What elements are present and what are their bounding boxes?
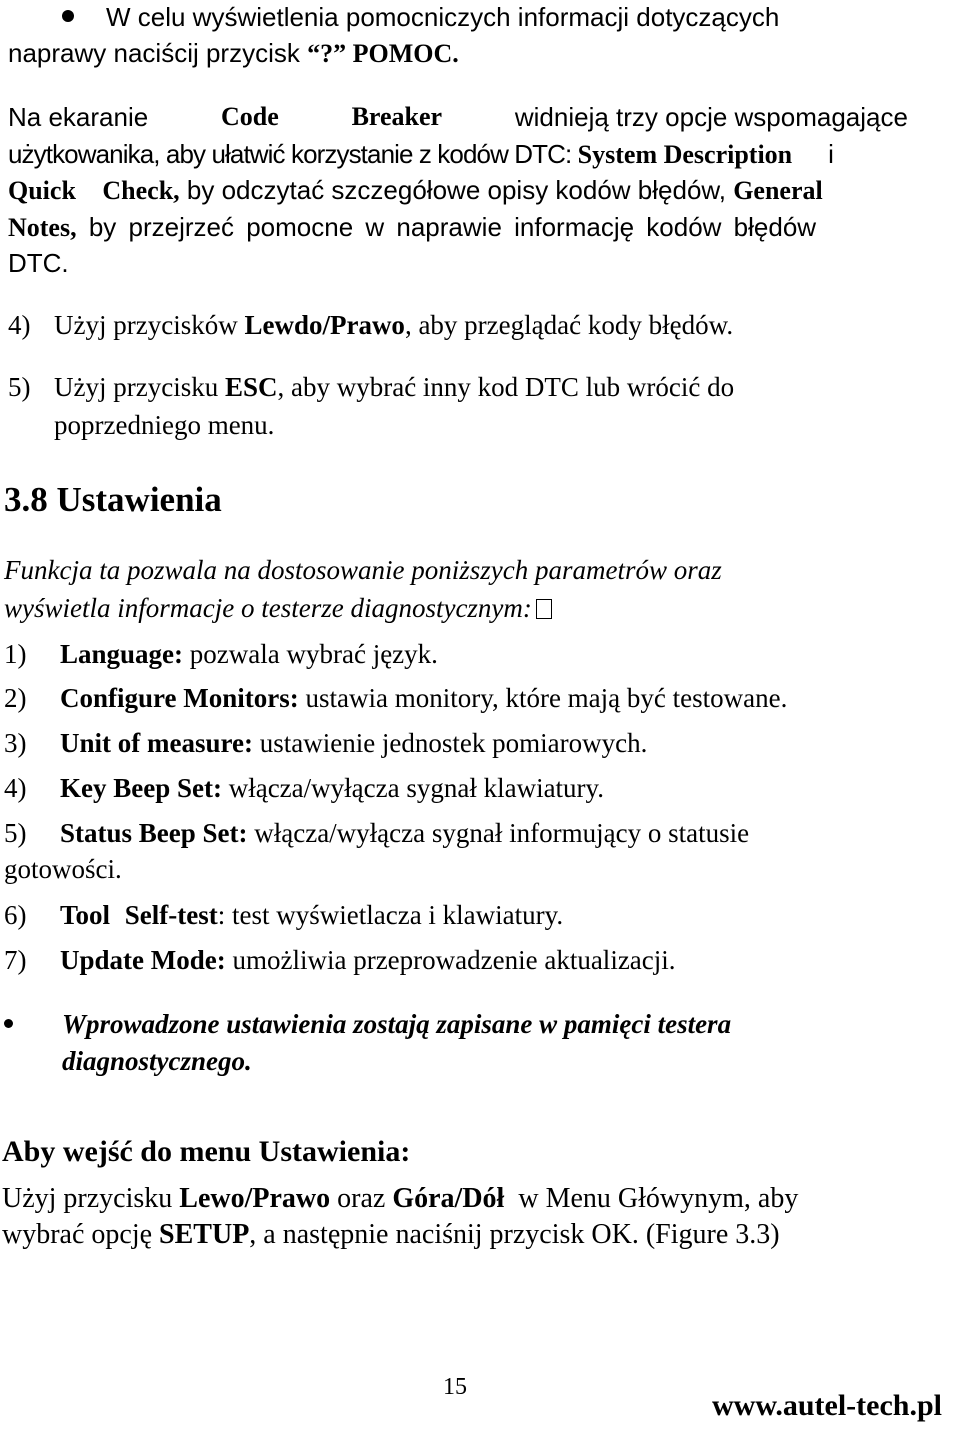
step-5-continuation: poprzedniego menu. xyxy=(54,410,275,440)
bullet-icon xyxy=(62,10,74,22)
setting-key-beep: 4) Key Beep Set: włącza/wyłącza sygnał klawiatury. xyxy=(4,773,605,803)
menu-instruction-line1: Użyj przycisku Lewo/Prawo oraz Góra/Dół w Menu Główynym, aby xyxy=(2,1183,799,1214)
paragraph-line1: Na ekaranie Code Breaker widnieją trzy opcje wspomagające xyxy=(8,102,908,132)
note-bullet-icon xyxy=(4,1019,13,1028)
setting-status-beep-continuation: gotowości. xyxy=(4,854,122,884)
setting-update-mode: 7) Update Mode: umożliwia przeprowadzenie aktualizacji. xyxy=(4,945,676,975)
setting-language: 1) Language: pozwala wybrać język. xyxy=(4,639,438,669)
section-intro-line1: Funkcja ta pozwala na dostosowanie poniższych parametrów oraz xyxy=(4,555,722,585)
section-title: 3.8 Ustawienia xyxy=(4,480,222,519)
paragraph-line3: Quick Check, by odczytać szczegółowe opisy kodów błędów, General xyxy=(8,175,823,205)
section-intro-line2: wyświetla informacje o testerze diagnostycznym: xyxy=(4,591,552,625)
step-5: 5) Użyj przycisku ESC, aby wybrać inny kod DTC lub wrócić do xyxy=(8,372,735,402)
paragraph-line4: Notes, by przejrzeć pomocne w naprawie informację kodów błędów xyxy=(8,212,817,242)
step-4: 4) Użyj przycisków Lewdo/Prawo, aby przeglądać kody błędów. xyxy=(8,310,734,340)
page-number: 15 xyxy=(443,1374,467,1400)
intro-bullet-line2: naprawy naciścij przycisk “?” POMOC. xyxy=(8,38,459,68)
setting-status-beep: 5) Status Beep Set: włącza/wyłącza sygnał informujący o statusie xyxy=(4,818,750,848)
menu-instruction-line2: wybrać opcję SETUP, a następnie naciśnij przycisk OK. (Figure 3.3) xyxy=(2,1219,780,1250)
paragraph-line2: użytkowanika, aby ułatwić korzystanie z kodów DTC: System Description i xyxy=(8,139,834,169)
setting-unit-of-measure: 3) Unit of measure: ustawienie jednostek pomiarowych. xyxy=(4,728,648,758)
note-line2: diagnostycznego. xyxy=(62,1046,252,1076)
intro-bullet-line1: W celu wyświetlenia pomocniczych informacji dotyczących xyxy=(106,2,780,32)
setting-self-test: 6) Tool Self-test: test wyświetlacza i klawiatury. xyxy=(4,900,564,930)
note-line1: Wprowadzone ustawienia zostają zapisane w pamięci testera xyxy=(62,1009,732,1039)
footer-url: www.autel-tech.pl xyxy=(712,1389,942,1422)
placeholder-box-icon xyxy=(536,599,552,619)
menu-heading: Aby wejść do menu Ustawienia: xyxy=(2,1135,411,1168)
setting-configure-monitors: 2) Configure Monitors: ustawia monitory, które mają być testowane. xyxy=(4,683,788,713)
paragraph-line5: DTC. xyxy=(8,248,69,278)
